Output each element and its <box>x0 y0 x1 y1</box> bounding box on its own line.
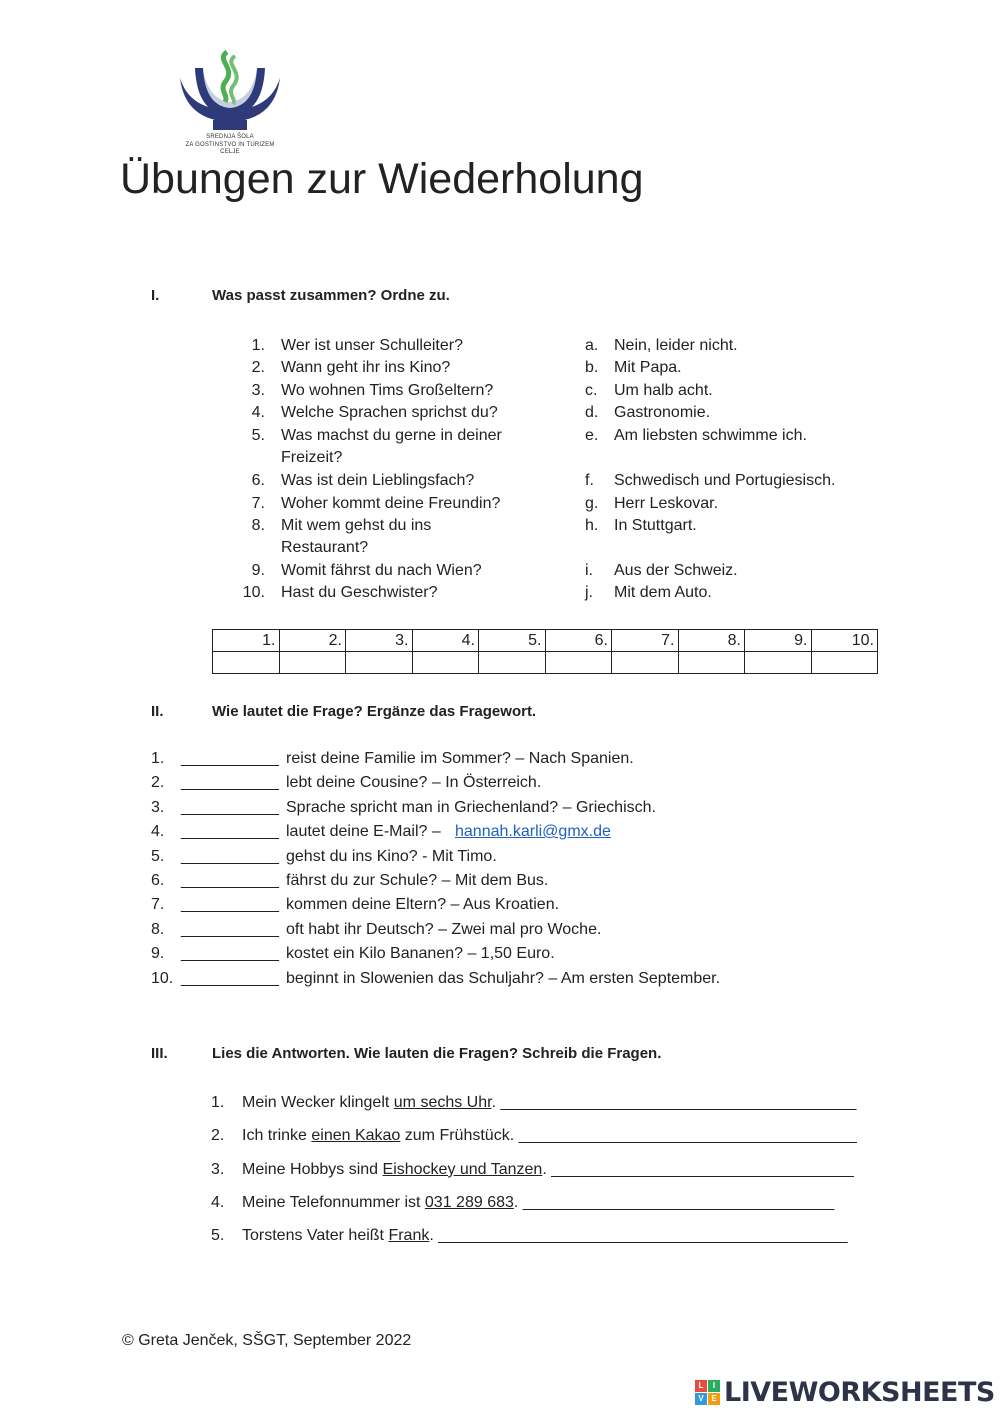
sentence-start: Meine Telefonnummer ist <box>242 1193 425 1211</box>
question-row <box>0 402 1000 424</box>
brand-letter: L <box>695 1380 707 1392</box>
item-text: oft habt ihr Deutsch? – Zwei mal pro Woche. <box>286 920 602 938</box>
item-number: 2. <box>151 774 165 792</box>
bowl-emblem-icon <box>175 50 285 132</box>
grid-header-cell: 3. <box>346 630 413 652</box>
answer-text: Mit dem Auto. <box>614 584 712 601</box>
item-text: lautet deine E-Mail? – <box>286 823 446 841</box>
grid-header-cell: 6. <box>545 630 612 652</box>
question-row <box>0 357 1000 379</box>
answer-letter: c. <box>585 382 598 399</box>
sentence-start: Mein Wecker klingelt <box>242 1094 394 1111</box>
item-number: 4. <box>211 1193 225 1211</box>
item-text: beginnt in Slowenien das Schuljahr? – Am ersten September. <box>286 969 721 987</box>
item-number: 2. <box>211 1127 225 1145</box>
fill-in-row <box>0 872 1000 894</box>
fill-in-blank[interactable]: ___________ <box>181 798 279 816</box>
question-number: 9. <box>251 562 265 579</box>
question-row <box>0 560 1000 582</box>
fill-in-row <box>0 921 1000 943</box>
answer-letter: i. <box>585 562 593 579</box>
grid-answer-cell[interactable] <box>811 652 878 674</box>
section3-title: Lies die Antworten. Wie lauten die Fragen? Schreib die Fragen. <box>212 1045 662 1062</box>
item-number: 5. <box>211 1227 225 1245</box>
answer-letter: h. <box>585 517 599 534</box>
section2-title: Wie lautet die Frage? Ergänze das Fragewort. <box>212 703 537 720</box>
section2-number: II. <box>151 703 164 720</box>
question-number: 6. <box>251 472 265 489</box>
sentence-start: Ich trinke <box>242 1127 312 1145</box>
fill-in-row <box>0 750 1000 772</box>
item-number: 3. <box>151 798 165 816</box>
question-text: Hast du Geschwister? <box>281 584 438 601</box>
sentence-start: Meine Hobbys sind <box>242 1160 383 1178</box>
fill-in-blank[interactable]: ___________ <box>181 969 279 987</box>
answer-letter: f. <box>585 472 594 489</box>
fill-in-blank[interactable]: ___________ <box>181 920 279 938</box>
answer-text: Herr Leskovar. <box>614 495 719 512</box>
grid-header-cell: 4. <box>412 630 479 652</box>
question-row <box>0 515 1000 537</box>
answer-line[interactable]: . ________________________________________ <box>491 1094 857 1111</box>
grid-answer-cell[interactable] <box>213 652 280 674</box>
email-link[interactable]: hannah.karli@gmx.de <box>455 823 611 841</box>
grid-answer-cell[interactable] <box>479 652 546 674</box>
answer-text: Mit Papa. <box>614 359 682 376</box>
section1-number: I. <box>151 287 160 304</box>
underlined-answer: Eishockey und Tanzen <box>382 1160 543 1178</box>
answer-text: Am liebsten schwimme ich. <box>614 427 807 444</box>
sentence-start: Torstens Vater heißt <box>242 1227 389 1245</box>
page-title: Übungen zur Wiederholung <box>120 155 644 203</box>
question-number: 1. <box>251 337 265 354</box>
item-text: kommen deine Eltern? – Aus Kroatien. <box>286 896 560 914</box>
question-row <box>0 493 1000 515</box>
brand-squares-icon <box>695 1380 720 1405</box>
answer-letter: j. <box>585 584 593 601</box>
question-text-continued: Freizeit? <box>281 449 343 466</box>
question-number: 5. <box>251 427 265 444</box>
question-row <box>0 335 1000 357</box>
item-text: kostet ein Kilo Bananen? – 1,50 Euro. <box>286 945 555 963</box>
item-number: 9. <box>151 945 165 963</box>
brand-letter: E <box>708 1393 720 1405</box>
question-number: 10. <box>242 584 265 601</box>
question-text: Wo wohnen Tims Großeltern? <box>281 382 494 399</box>
answer-line[interactable]: . __________________________________ <box>542 1160 854 1178</box>
grid-header-cell: 2. <box>279 630 346 652</box>
answer-line[interactable]: . ______________________________________________ <box>429 1227 848 1245</box>
item-number: 1. <box>151 750 165 767</box>
answer-letter: g. <box>585 495 599 512</box>
answer-letter: e. <box>585 427 599 444</box>
question-number: 3. <box>251 382 265 399</box>
item-number: 3. <box>211 1160 225 1178</box>
sentence <box>242 1127 857 1145</box>
sentence <box>242 1161 854 1179</box>
underlined-answer: um sechs Uhr <box>393 1094 492 1111</box>
logo-text-line2: ZA GOSTINSTVO IN TURIZEM CELJE <box>185 142 275 155</box>
question-row <box>0 425 1000 447</box>
question-text: Womit fährst du nach Wien? <box>281 562 482 579</box>
brand-letter: I <box>708 1380 720 1392</box>
item-number: 5. <box>151 847 165 865</box>
fill-in-blank[interactable]: ___________ <box>181 896 279 914</box>
fill-in-row <box>0 848 1000 870</box>
logo-text-line1: SREDNJA ŠOLA <box>206 134 254 140</box>
question-number: 7. <box>251 495 265 512</box>
sentence <box>242 1094 856 1112</box>
fill-in-blank[interactable]: ___________ <box>181 823 279 841</box>
grid-header-cell: 9. <box>745 630 812 652</box>
answer-text: Nein, leider nicht. <box>614 337 738 354</box>
grid-header-cell: 7. <box>612 630 679 652</box>
fill-in-blank[interactable]: ___________ <box>181 750 279 767</box>
answer-letter: d. <box>585 404 599 421</box>
section3-number: III. <box>151 1045 168 1062</box>
question-row <box>0 470 1000 492</box>
grid-answer-cell[interactable] <box>279 652 346 674</box>
fill-in-row <box>0 823 1000 845</box>
item-text: Sprache spricht man in Griechenland? – Griechisch. <box>286 798 656 816</box>
item-number: 1. <box>211 1094 225 1111</box>
fill-in-row <box>0 799 1000 821</box>
fill-in-row <box>0 970 1000 992</box>
question-text: Mit wem gehst du ins <box>281 517 432 534</box>
item-number: 7. <box>151 896 165 914</box>
answer-text: Schwedisch und Portugiesisch. <box>614 472 836 489</box>
answer-text: In Stuttgart. <box>614 517 697 534</box>
grid-header-cell: 8. <box>678 630 745 652</box>
question-row <box>0 380 1000 402</box>
item-text: reist deine Familie im Sommer? – Nach Spanien. <box>286 750 634 767</box>
question-text: Was machst du gerne in deiner <box>281 427 502 444</box>
question-row <box>0 582 1000 604</box>
item-number: 10. <box>151 969 174 987</box>
question-number: 8. <box>251 517 265 534</box>
question-text: Woher kommt deine Freundin? <box>281 495 501 512</box>
underlined-answer: 031 289 683 <box>424 1193 514 1211</box>
liveworksheets-brand <box>695 1372 995 1412</box>
fill-in-row <box>0 774 1000 796</box>
brand-text: LIVEWORKSHEETS <box>724 1376 995 1408</box>
footer-copyright: © Greta Jenček, SŠGT, September 2022 <box>122 1332 412 1349</box>
school-logo <box>175 50 285 155</box>
item-number: 8. <box>151 920 165 938</box>
answer-text: Um halb acht. <box>614 382 713 399</box>
answer-grid <box>212 629 878 674</box>
grid-answer-cell[interactable] <box>678 652 745 674</box>
grid-header-cell: 10. <box>811 630 878 652</box>
question-text-continued: Restaurant? <box>281 539 369 556</box>
answer-text: Gastronomie. <box>614 404 711 421</box>
question-number: 4. <box>251 404 265 421</box>
item-text: fährst du zur Schule? – Mit dem Bus. <box>286 872 549 889</box>
sentence <box>242 1227 848 1245</box>
grid-answer-cell[interactable] <box>346 652 413 674</box>
item-text: lebt deine Cousine? – In Österreich. <box>286 774 542 792</box>
sentence <box>242 1194 834 1212</box>
question-number: 2. <box>251 359 265 376</box>
question-text: Was ist dein Lieblingsfach? <box>281 472 475 489</box>
item-number: 6. <box>151 872 165 889</box>
grid-answer-cell[interactable] <box>612 652 679 674</box>
answer-line[interactable]: zum Frühstück. ______________________________________ <box>400 1127 857 1145</box>
grid-answer-cell[interactable] <box>545 652 612 674</box>
question-text: Welche Sprachen sprichst du? <box>281 404 498 421</box>
item-number: 4. <box>151 823 165 841</box>
fill-in-row <box>0 896 1000 918</box>
question-text: Wann geht ihr ins Kino? <box>281 359 451 376</box>
fill-in-row <box>0 945 1000 967</box>
grid-answer-cell[interactable] <box>412 652 479 674</box>
fill-in-blank[interactable]: ___________ <box>181 847 279 865</box>
grid-header-cell: 5. <box>479 630 546 652</box>
grid-header-cell: 1. <box>213 630 280 652</box>
question-text: Wer ist unser Schulleiter? <box>281 337 463 354</box>
brand-letter: V <box>695 1393 707 1405</box>
fill-in-blank[interactable]: ___________ <box>181 872 279 889</box>
answer-letter: a. <box>585 337 599 354</box>
underlined-answer: einen Kakao <box>311 1127 401 1145</box>
underlined-answer: Frank <box>388 1227 430 1245</box>
fill-in-blank[interactable]: ___________ <box>181 945 279 963</box>
answer-line[interactable]: . ___________________________________ <box>513 1193 835 1211</box>
grid-answer-cell[interactable] <box>745 652 812 674</box>
item-text: gehst du ins Kino? - Mit Timo. <box>286 847 497 865</box>
answer-letter: b. <box>585 359 599 376</box>
answer-text: Aus der Schweiz. <box>614 562 738 579</box>
section1-title: Was passt zusammen? Ordne zu. <box>212 287 450 304</box>
fill-in-blank[interactable]: ___________ <box>181 774 279 792</box>
